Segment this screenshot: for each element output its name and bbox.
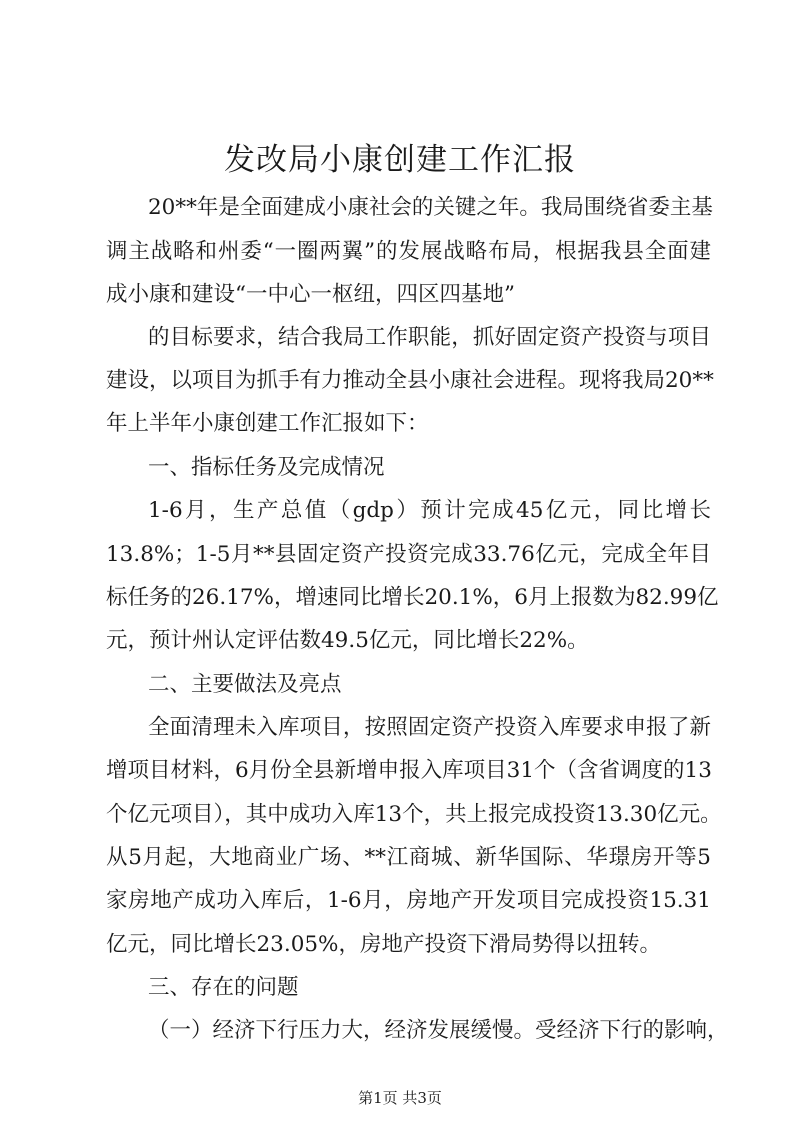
- body-line: （一）经济下行压力大，经济发展缓慢。受经济下行的影响，: [148, 1018, 729, 1043]
- section-heading: 一、指标任务及完成情况: [148, 455, 385, 480]
- body-line: 20**年是全面建成小康社会的关键之年。我局围绕省委主基: [148, 195, 713, 220]
- body-line: 个亿元项目），其中成功入库13个，共上报完成投资13.30亿元。: [106, 802, 722, 827]
- page-footer: 第1页 共3页: [358, 1089, 442, 1107]
- body-line: 亿元，同比增长23.05%，房地产投资下滑局势得以扭转。: [106, 932, 661, 957]
- body-line: 增项目材料，6月份全县新增申报入库项目31个（含省调度的13: [106, 758, 712, 783]
- body-line: 从5月起，大地商业广场、**江商城、新华国际、华璟房开等5: [106, 845, 711, 870]
- body-line: 13.8%；1-5月**县固定资产投资完成33.76亿元，完成全年目: [106, 542, 711, 567]
- body-line: 建设，以项目为抓手有力推动全县小康社会进程。现将我局20**: [106, 368, 714, 393]
- body-line: 的目标要求，结合我局工作职能，抓好固定资产投资与项目: [148, 325, 711, 350]
- body-line: 年上半年小康创建工作汇报如下：: [106, 411, 429, 436]
- document-title: 发改局小康创建工作汇报: [224, 142, 576, 178]
- body-line: 成小康和建设“一中心一枢纽，四区四基地”: [106, 282, 515, 307]
- body-line: 家房地产成功入库后，1-6月，房地产开发项目完成投资15.31: [106, 888, 711, 913]
- section-heading: 二、主要做法及亮点: [148, 672, 342, 697]
- body-line: 元，预计州认定评估数49.5亿元，同比增长22%。: [106, 628, 589, 653]
- body-line: 1-6月，生产总值（gdp）预计完成45亿元，同比增长: [148, 498, 711, 523]
- body-line: 标任务的26.17%，增速同比增长20.1%，6月上报数为82.99亿: [106, 585, 719, 610]
- body-line: 调主战略和州委“一圈两翼”的发展战略布局，根据我县全面建: [106, 239, 711, 264]
- body-line: 全面清理未入库项目，按照固定资产投资入库要求申报了新: [148, 715, 711, 740]
- section-heading: 三、存在的问题: [148, 975, 299, 1000]
